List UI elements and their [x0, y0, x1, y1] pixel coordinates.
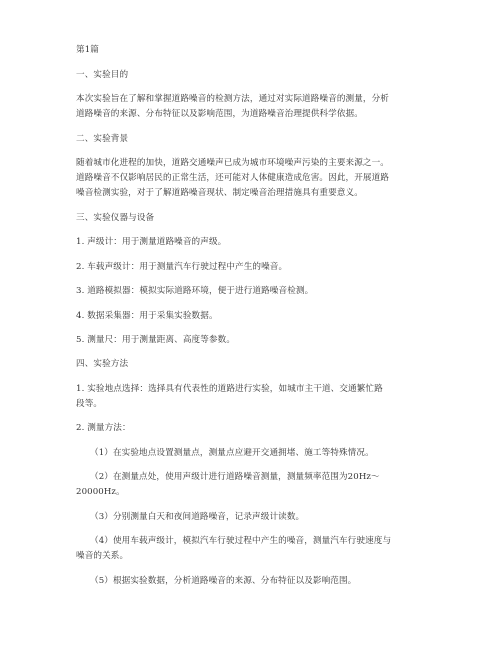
list-item: 3. 道路模拟器：模拟实际道路环境，便于进行道路噪音检测。 — [76, 286, 314, 296]
paragraph-line: 本次实验旨在了解和掌握道路噪音的检测方法，通过对实际道路噪音的测量，分析 — [76, 94, 389, 104]
list-item: 2. 测量方法： — [76, 423, 131, 433]
list-item: 2. 车载声级计：用于测量汽车行驶过程中产生的噪音。 — [76, 262, 288, 272]
section-heading-equipment: 三、实验仪器与设备 — [76, 213, 155, 223]
sub-list-item: （4）使用车载声级计，模拟汽车行驶过程中产生的噪音，测量汽车行驶速度与 — [90, 536, 392, 546]
list-item-continuation: 段等。 — [76, 399, 103, 409]
section-heading-background: 二、实验背景 — [76, 134, 129, 144]
section-heading-purpose: 一、实验目的 — [76, 70, 129, 80]
chapter-title: 第1篇 — [76, 45, 99, 55]
paragraph-line: 随着城市化进程的加快，道路交通噪声已成为城市环境噪声污染的主要来源之一。 — [76, 158, 389, 168]
section-heading-method: 四、实验方法 — [76, 359, 129, 369]
list-item: 1. 实验地点选择：选择具有代表性的道路进行实验，如城市主干道、交通繁忙路 — [76, 384, 383, 394]
sub-list-item-continuation: 20000Hz。 — [76, 487, 125, 497]
sub-list-item-continuation: 噪音的关系。 — [76, 551, 129, 561]
paragraph-line: 噪音检测实验，对于了解道路噪音现状、制定噪音治理措施具有重要意义。 — [76, 188, 363, 198]
paragraph-line: 道路噪音不仅影响居民的正常生活，还可能对人体健康造成危害。因此，开展道路 — [76, 173, 389, 183]
sub-list-item: （1）在实验地点设置测量点，测量点应避开交通拥堵、施工等特殊情况。 — [90, 448, 374, 458]
sub-list-item: （5）根据实验数据，分析道路噪音的来源、分布特征以及影响范围。 — [90, 576, 357, 586]
sub-list-item: （3）分别测量白天和夜间道路噪音，记录声级计读数。 — [90, 512, 305, 522]
list-item: 5. 测量尺：用于测量距离、高度等参数。 — [76, 335, 236, 345]
paragraph-line: 道路噪音的来源、分布特征以及影响范围，为道路噪音治理提供科学依据。 — [76, 109, 363, 119]
sub-list-item: （2）在测量点处，使用声级计进行道路噪音测量，测量频率范围为20Hz～ — [90, 472, 380, 482]
list-item: 1. 声级计：用于测量道路噪音的声级。 — [76, 237, 227, 247]
list-item: 4. 数据采集器：用于采集实验数据。 — [76, 311, 218, 321]
